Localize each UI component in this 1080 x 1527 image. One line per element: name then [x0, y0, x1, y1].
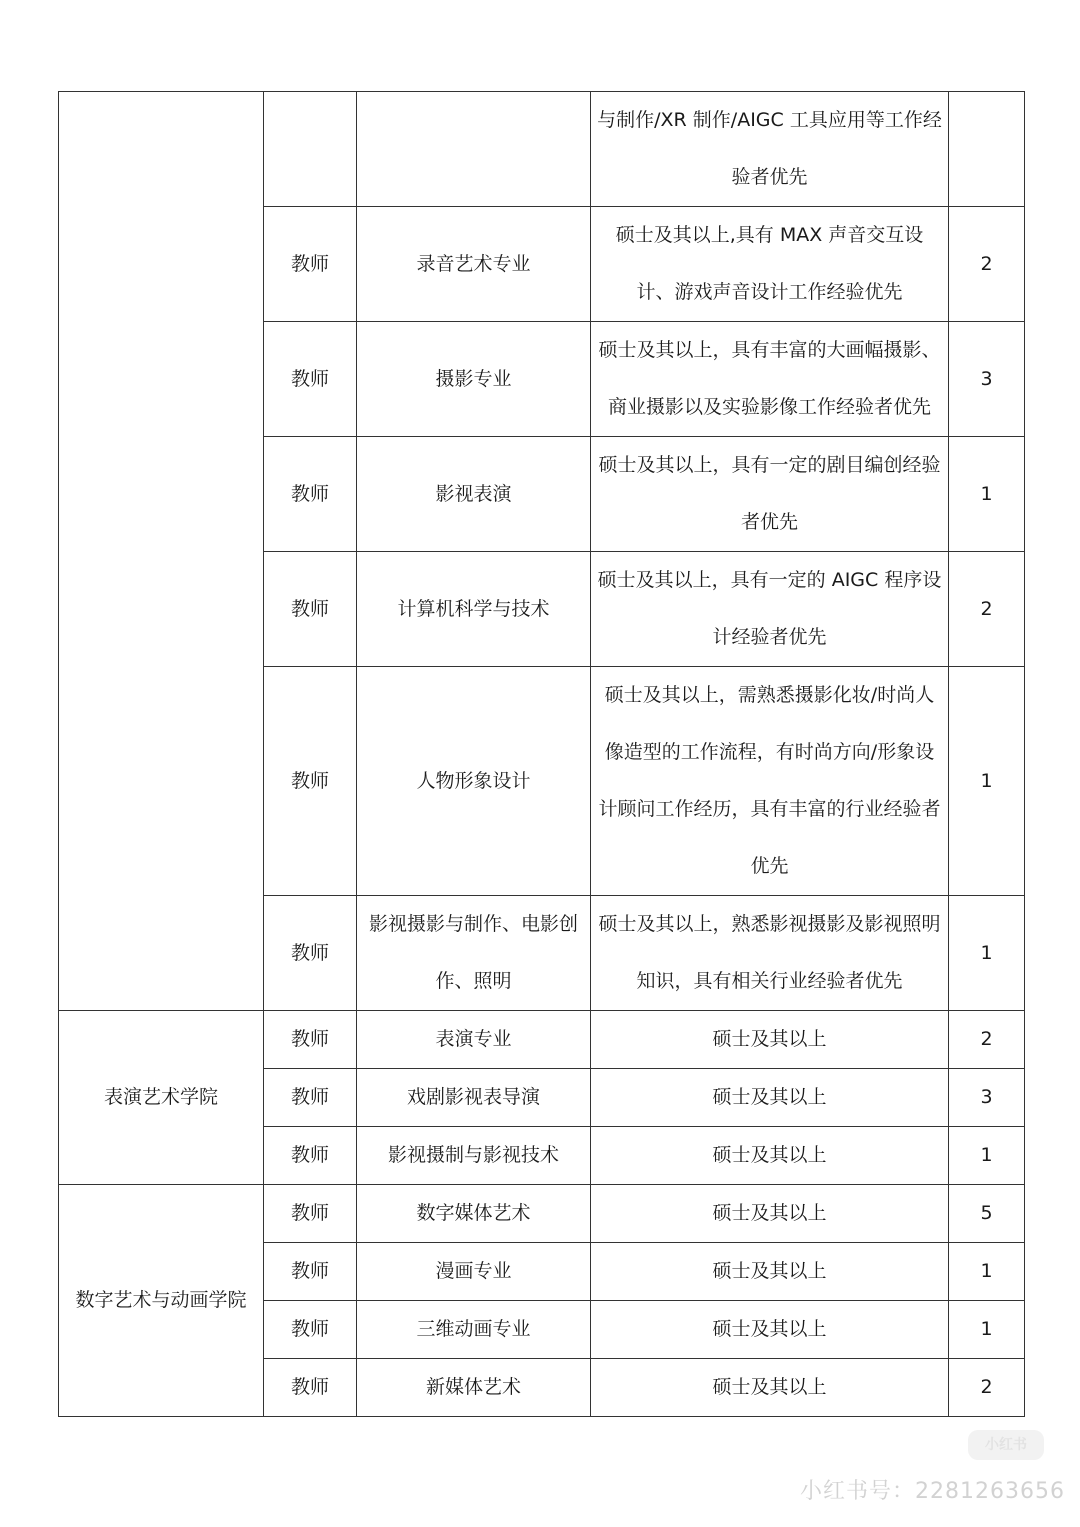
requirement-cell: 硕士及其以上 — [591, 1069, 949, 1127]
requirement-cell: 硕士及其以上，具有一定的 AIGC 程序设计经验者优先 — [591, 552, 949, 667]
major-cell: 影视表演 — [357, 437, 591, 552]
post-cell: 教师 — [264, 1127, 357, 1185]
major-cell: 数字媒体艺术 — [357, 1185, 591, 1243]
xiaohongshu-logo: 小红书 — [968, 1430, 1044, 1460]
count-cell: 1 — [949, 437, 1025, 552]
requirement-cell: 硕士及其以上 — [591, 1243, 949, 1301]
requirement-cell: 硕士及其以上 — [591, 1127, 949, 1185]
requirement-cell: 硕士及其以上，具有一定的剧目编创经验者优先 — [591, 437, 949, 552]
major-cell: 戏剧影视表导演 — [357, 1069, 591, 1127]
count-cell: 1 — [949, 1301, 1025, 1359]
major-cell: 录音艺术专业 — [357, 207, 591, 322]
post-cell: 教师 — [264, 896, 357, 1011]
post-cell: 教师 — [264, 437, 357, 552]
post-cell: 教师 — [264, 1011, 357, 1069]
count-cell — [949, 92, 1025, 207]
major-cell — [357, 92, 591, 207]
post-cell — [264, 92, 357, 207]
requirement-cell: 硕士及其以上 — [591, 1301, 949, 1359]
requirement-cell: 硕士及其以上，具有丰富的大画幅摄影、商业摄影以及实验影像工作经验者优先 — [591, 322, 949, 437]
count-cell: 2 — [949, 1359, 1025, 1417]
count-cell: 3 — [949, 322, 1025, 437]
count-cell: 1 — [949, 1243, 1025, 1301]
college-cell: 表演艺术学院 — [59, 1011, 264, 1185]
major-cell: 摄影专业 — [357, 322, 591, 437]
watermark-text: 小红书号：2281263656 — [800, 1479, 1065, 1504]
count-cell: 1 — [949, 667, 1025, 896]
count-cell: 2 — [949, 552, 1025, 667]
requirement-cell: 硕士及其以上,具有 MAX 声音交互设计、游戏声音设计工作经验优先 — [591, 207, 949, 322]
count-cell: 3 — [949, 1069, 1025, 1127]
table-row — [59, 1011, 1025, 1069]
table-row — [59, 1185, 1025, 1243]
major-cell: 人物形象设计 — [357, 667, 591, 896]
requirement-cell: 硕士及其以上 — [591, 1011, 949, 1069]
count-cell: 1 — [949, 1127, 1025, 1185]
requirement-cell: 与制作/XR 制作/AIGC 工具应用等工作经验者优先 — [591, 92, 949, 207]
major-cell: 新媒体艺术 — [357, 1359, 591, 1417]
requirement-cell: 硕士及其以上，熟悉影视摄影及影视照明知识，具有相关行业经验者优先 — [591, 896, 949, 1011]
post-cell: 教师 — [264, 1243, 357, 1301]
table-row — [59, 92, 1025, 207]
post-cell: 教师 — [264, 1301, 357, 1359]
post-cell: 教师 — [264, 207, 357, 322]
major-cell: 表演专业 — [357, 1011, 591, 1069]
post-cell: 教师 — [264, 667, 357, 896]
major-cell: 三维动画专业 — [357, 1301, 591, 1359]
count-cell: 2 — [949, 207, 1025, 322]
count-cell: 5 — [949, 1185, 1025, 1243]
post-cell: 教师 — [264, 322, 357, 437]
requirement-cell: 硕士及其以上，需熟悉摄影化妆/时尚人像造型的工作流程，有时尚方向/形象设计顾问工作经历，具有丰富的行业经验者优先 — [591, 667, 949, 896]
recruitment-table — [58, 91, 1025, 1417]
count-cell: 2 — [949, 1011, 1025, 1069]
major-cell: 影视摄影与制作、电影创作、照明 — [357, 896, 591, 1011]
major-cell: 漫画专业 — [357, 1243, 591, 1301]
post-cell: 教师 — [264, 1359, 357, 1417]
post-cell: 教师 — [264, 1185, 357, 1243]
major-cell: 计算机科学与技术 — [357, 552, 591, 667]
post-cell: 教师 — [264, 552, 357, 667]
requirement-cell: 硕士及其以上 — [591, 1185, 949, 1243]
college-cell: 数字艺术与动画学院 — [59, 1185, 264, 1417]
college-cell — [59, 92, 264, 1011]
post-cell: 教师 — [264, 1069, 357, 1127]
major-cell: 影视摄制与影视技术 — [357, 1127, 591, 1185]
count-cell: 1 — [949, 896, 1025, 1011]
requirement-cell: 硕士及其以上 — [591, 1359, 949, 1417]
